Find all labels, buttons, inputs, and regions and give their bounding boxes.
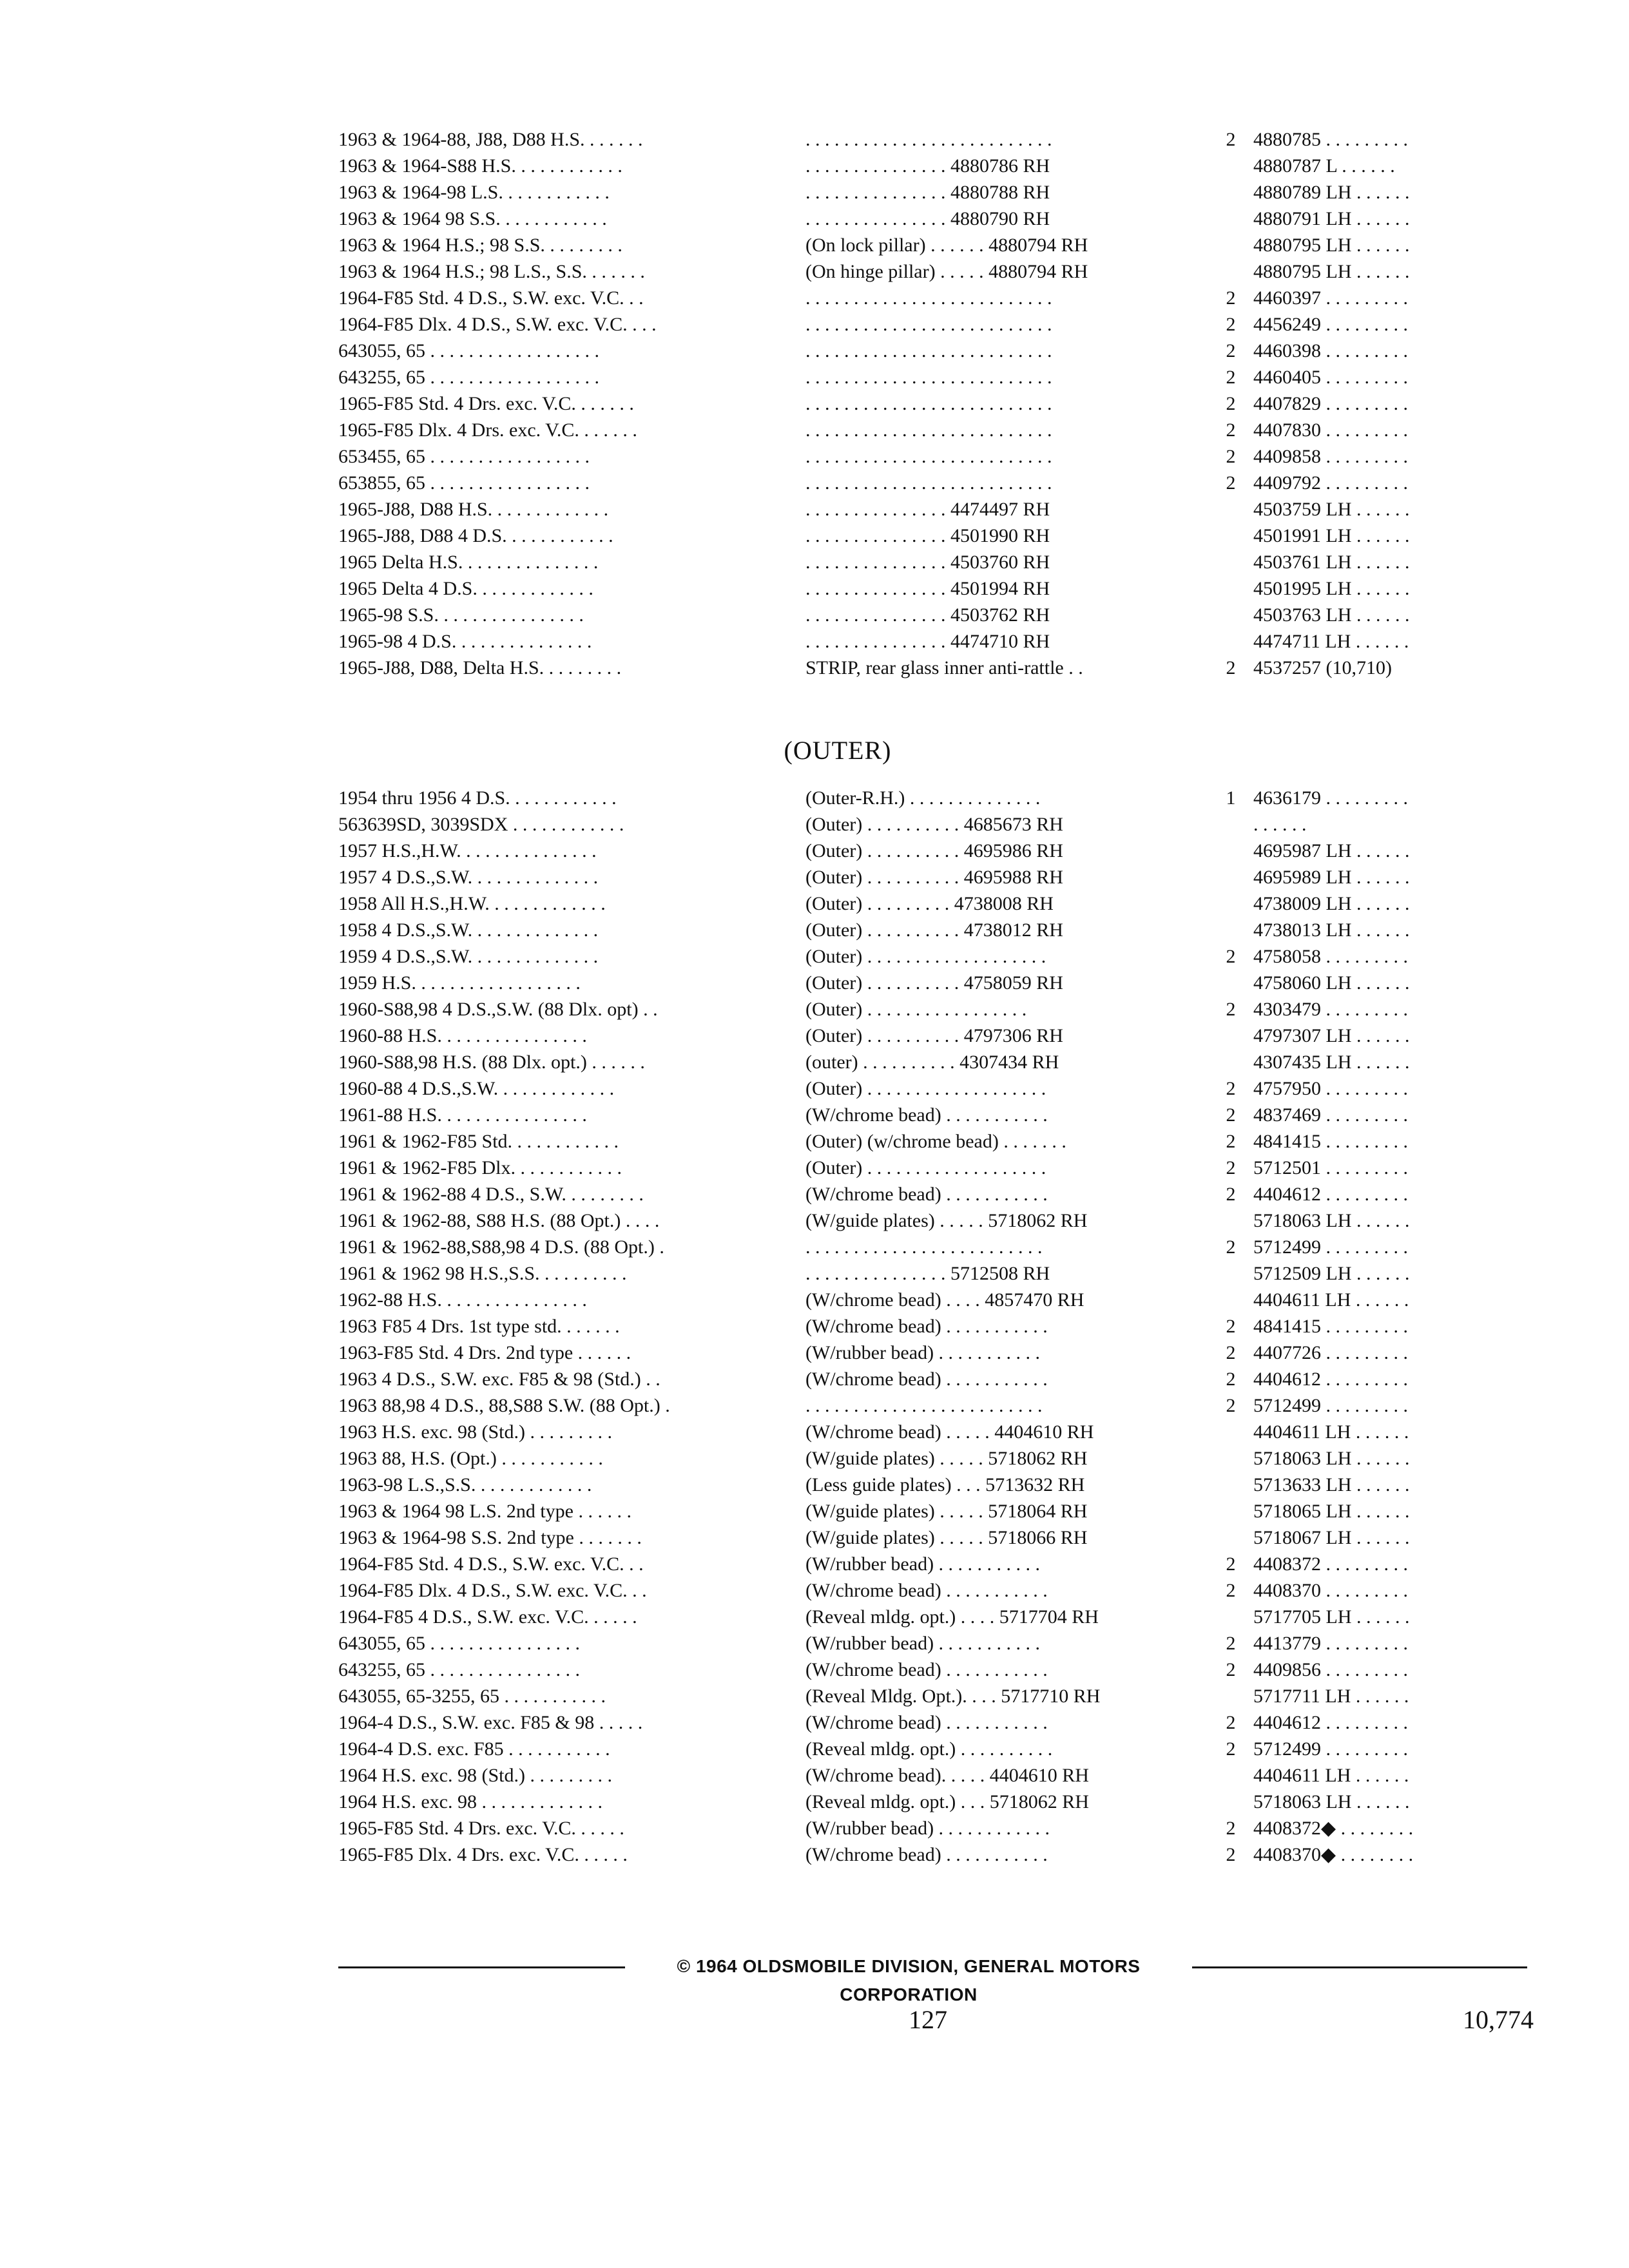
model-cell: 1965-98 4 D.S. . . . . . . . . . . . . . . [338,631,592,652]
description-cell: (outer) . . . . . . . . . . 4307434 RH [805,1052,1059,1073]
description-cell: . . . . . . . . . . . . . . . . . . . . . . . . . . [805,314,1052,335]
description-cell: . . . . . . . . . . . . . . . 4501994 RH [805,578,1050,599]
part-number-cell: 4880795 LH . . . . . . [1253,261,1410,282]
model-cell: 643055, 65 . . . . . . . . . . . . . . . . . . [338,340,599,361]
part-number-cell: 4636179 . . . . . . . . . [1253,787,1408,809]
part-number-cell: 5713633 LH . . . . . . [1253,1474,1410,1495]
parts-row [338,470,1524,496]
part-number-cell: 4404611 LH . . . . . . [1253,1289,1409,1311]
parts-row [338,1524,1524,1551]
description-cell: (Outer) . . . . . . . . . . 4797306 RH [805,1025,1063,1046]
part-number-cell: 5718065 LH . . . . . . [1253,1501,1410,1522]
quantity-cell: 2 [1226,446,1236,467]
quantity-cell: 2 [1226,1818,1236,1839]
part-number-cell: 4407726 . . . . . . . . . [1253,1342,1408,1363]
model-cell: 1961 & 1962-88, S88 H.S. (88 Opt.) . . . . [338,1210,660,1231]
part-number-cell: 4738013 LH . . . . . . [1253,919,1410,941]
quantity-cell: 2 [1226,999,1236,1020]
part-number-cell: 4841415 . . . . . . . . . [1253,1131,1408,1152]
description-cell: (Reveal mldg. opt.) . . . 5718062 RH [805,1791,1089,1812]
parts-row [338,1049,1524,1075]
parts-row [338,443,1524,470]
parts-row [338,838,1524,864]
quantity-cell: 2 [1226,1844,1236,1865]
page-number: 127 [909,2005,947,2034]
model-cell: 1963 F85 4 Drs. 1st type std. . . . . . . [338,1316,620,1337]
part-number-cell: 4407830 . . . . . . . . . [1253,419,1408,441]
part-number-cell: 5712499 . . . . . . . . . [1253,1395,1408,1416]
description-cell: . . . . . . . . . . . . . . . . . . . . . . . . . . [805,340,1052,361]
parts-row [338,1498,1524,1524]
parts-row [338,811,1524,838]
description-cell: (Outer) . . . . . . . . . . 4738012 RH [805,919,1063,941]
outer-parts-list [338,785,1524,1868]
part-number-cell: 4880785 . . . . . . . . . [1253,129,1408,150]
quantity-cell: 2 [1226,1580,1236,1601]
quantity-cell: 2 [1226,1553,1236,1575]
description-cell: (W/rubber bead) . . . . . . . . . . . . [805,1818,1050,1839]
description-cell: STRIP, rear glass inner anti-rattle . . [805,657,1083,678]
model-cell: 1963 & 1964 98 L.S. 2nd type . . . . . . [338,1501,631,1522]
description-cell: . . . . . . . . . . . . . . . . . . . . . . . . . . [805,472,1052,494]
description-cell: (W/guide plates) . . . . . 5718064 RH [805,1501,1088,1522]
parts-row [338,1736,1524,1762]
model-cell: 643055, 65 . . . . . . . . . . . . . . . . [338,1633,580,1654]
description-cell: (W/guide plates) . . . . . 5718062 RH [805,1210,1088,1231]
model-cell: 1964-F85 Std. 4 D.S., S.W. exc. V.C. . . [338,1553,644,1575]
part-number-cell: 5712499 . . . . . . . . . [1253,1738,1408,1760]
parts-row [338,1604,1524,1630]
model-cell: 1961 & 1962 98 H.S.,S.S. . . . . . . . . . [338,1263,627,1284]
parts-row [338,628,1524,655]
parts-row [338,1630,1524,1657]
part-number-cell: 5712509 LH . . . . . . [1253,1263,1410,1284]
description-cell: (Outer) . . . . . . . . . . . . . . . . . . . [805,1157,1046,1178]
parts-row [338,1815,1524,1841]
model-cell: 1963-98 L.S.,S.S. . . . . . . . . . . . . [338,1474,592,1495]
parts-row [338,1366,1524,1392]
model-cell: 1958 4 D.S.,S.W. . . . . . . . . . . . . . [338,919,599,941]
description-cell: . . . . . . . . . . . . . . . 5712508 RH [805,1263,1050,1284]
part-number-cell: 4501991 LH . . . . . . [1253,525,1410,546]
part-number-cell: 4880791 LH . . . . . . [1253,208,1410,229]
description-cell: (W/chrome bead). . . . . 4404610 RH [805,1765,1089,1786]
model-cell: 1958 All H.S.,H.W. . . . . . . . . . . . . [338,893,606,914]
description-cell: . . . . . . . . . . . . . . . 4503760 RH [805,552,1050,573]
model-cell: 653455, 65 . . . . . . . . . . . . . . . . . [338,446,590,467]
description-cell: . . . . . . . . . . . . . . . 4880786 RH [805,155,1050,177]
quantity-cell: 2 [1226,393,1236,414]
part-number-cell: 4413779 . . . . . . . . . [1253,1633,1408,1654]
model-cell: 1963 & 1964 98 S.S. . . . . . . . . . . . [338,208,607,229]
description-cell: . . . . . . . . . . . . . . . . . . . . . . . . . [805,1236,1043,1258]
quantity-cell: 2 [1226,340,1236,361]
parts-row [338,1841,1524,1868]
description-cell: (Outer-R.H.) . . . . . . . . . . . . . . [805,787,1041,809]
model-cell: 653855, 65 . . . . . . . . . . . . . . . . . [338,472,590,494]
model-cell: 1961 & 1962-88 4 D.S., S.W. . . . . . . . . [338,1184,644,1205]
model-cell: 1965-J88, D88 H.S. . . . . . . . . . . . . [338,499,609,520]
description-cell: (Outer) (w/chrome bead) . . . . . . . [805,1131,1066,1152]
parts-row [338,179,1524,206]
description-cell: (Reveal mldg. opt.) . . . . . . . . . . [805,1738,1053,1760]
part-number-cell: 4738009 LH . . . . . . [1253,893,1410,914]
model-cell: 1965-F85 Dlx. 4 Drs. exc. V.C. . . . . . . [338,419,637,441]
parts-row [338,1709,1524,1736]
model-cell: 1965-F85 Std. 4 Drs. exc. V.C. . . . . . [338,1818,624,1839]
outer-section-heading: (OUTER) [784,736,892,765]
parts-row [338,338,1524,364]
model-cell: 1954 thru 1956 4 D.S. . . . . . . . . . . . [338,787,617,809]
part-number-cell: 4503763 LH . . . . . . [1253,604,1410,626]
parts-row [338,890,1524,917]
part-number-cell: 4409858 . . . . . . . . . [1253,446,1408,467]
part-number-cell: 4537257 (10,710) [1253,657,1392,678]
parts-row [338,523,1524,549]
model-cell: 1965-J88, D88 4 D.S. . . . . . . . . . . . [338,525,613,546]
description-cell: (W/chrome bead) . . . . . . . . . . . [805,1712,1048,1733]
model-cell: 1963 88, H.S. (Opt.) . . . . . . . . . . . [338,1448,603,1469]
parts-row [338,1260,1524,1287]
description-cell: . . . . . . . . . . . . . . . . . . . . . . . . . . [805,446,1052,467]
part-number-cell: 4837469 . . . . . . . . . [1253,1104,1408,1126]
part-number-cell: 4880789 LH . . . . . . [1253,182,1410,203]
sheet-number: 10,774 [1463,2005,1534,2034]
description-cell: (On hinge pillar) . . . . . 4880794 RH [805,261,1088,282]
parts-row [338,364,1524,390]
model-cell: 1961-88 H.S. . . . . . . . . . . . . . . . [338,1104,587,1126]
quantity-cell: 2 [1226,1104,1236,1126]
quantity-cell: 2 [1226,1316,1236,1337]
model-cell: 1957 H.S.,H.W. . . . . . . . . . . . . . . [338,840,597,861]
description-cell: (W/rubber bead) . . . . . . . . . . . [805,1553,1041,1575]
parts-row [338,864,1524,890]
model-cell: 1965-F85 Std. 4 Drs. exc. V.C. . . . . . . [338,393,634,414]
quantity-cell: 2 [1226,1131,1236,1152]
parts-row [338,1445,1524,1472]
description-cell: . . . . . . . . . . . . . . . 4880790 RH [805,208,1050,229]
part-number-cell: 5712501 . . . . . . . . . [1253,1157,1408,1178]
part-number-cell: 5717705 LH . . . . . . [1253,1606,1410,1628]
part-number-cell: 4503761 LH . . . . . . [1253,552,1410,573]
model-cell: 1959 H.S. . . . . . . . . . . . . . . . . . [338,972,581,994]
quantity-cell: 2 [1226,1236,1236,1258]
parts-row [338,153,1524,179]
part-number-cell: 4456249 . . . . . . . . . [1253,314,1408,335]
quantity-cell: 2 [1226,419,1236,441]
description-cell: (On lock pillar) . . . . . . 4880794 RH [805,235,1088,256]
part-number-cell: 4474711 LH . . . . . . [1253,631,1409,652]
description-cell: . . . . . . . . . . . . . . . 4503762 RH [805,604,1050,626]
part-number-cell: 5718063 LH . . . . . . [1253,1791,1410,1812]
quantity-cell: 2 [1226,1395,1236,1416]
description-cell: . . . . . . . . . . . . . . . . . . . . . . . . . . [805,393,1052,414]
parts-row [338,602,1524,628]
description-cell: (Outer) . . . . . . . . . . . . . . . . . . . [805,946,1046,967]
quantity-cell: 2 [1226,946,1236,967]
quantity-cell: 2 [1226,1184,1236,1205]
model-cell: 1963 & 1964-98 L.S. . . . . . . . . . . . [338,182,610,203]
parts-row [338,1762,1524,1789]
description-cell: (W/guide plates) . . . . . 5718066 RH [805,1527,1088,1548]
parts-row [338,390,1524,417]
description-cell: (W/rubber bead) . . . . . . . . . . . [805,1342,1041,1363]
model-cell: 1965 Delta H.S. . . . . . . . . . . . . . . [338,552,599,573]
part-number-cell: 4408370◆ . . . . . . . . [1253,1844,1414,1865]
quantity-cell: 2 [1226,1342,1236,1363]
model-cell: 1965-98 S.S. . . . . . . . . . . . . . . . [338,604,584,626]
model-cell: 1960-88 H.S. . . . . . . . . . . . . . . . [338,1025,587,1046]
parts-row [338,1207,1524,1234]
part-number-cell: 4695987 LH . . . . . . [1253,840,1410,861]
model-cell: 1964-F85 Dlx. 4 D.S., S.W. exc. V.C. . . . [338,314,657,335]
quantity-cell: 2 [1226,1633,1236,1654]
parts-row [338,785,1524,811]
parts-row [338,1023,1524,1049]
description-cell: (W/rubber bead) . . . . . . . . . . . [805,1633,1041,1654]
parts-row [338,1683,1524,1709]
model-cell: 1961 & 1962-F85 Dlx. . . . . . . . . . . . [338,1157,622,1178]
model-cell: 1964 H.S. exc. 98 (Std.) . . . . . . . . . [338,1765,612,1786]
description-cell: (W/guide plates) . . . . . 5718062 RH [805,1448,1088,1469]
parts-row [338,1472,1524,1498]
part-number-cell: 4408372 . . . . . . . . . [1253,1553,1408,1575]
parts-row [338,1577,1524,1604]
quantity-cell: 2 [1226,657,1236,678]
parts-row [338,496,1524,523]
quantity-cell: 2 [1226,367,1236,388]
description-cell: (Reveal mldg. opt.) . . . . 5717704 RH [805,1606,1099,1628]
parts-row [338,996,1524,1023]
quantity-cell: 2 [1226,1369,1236,1390]
part-number-cell: 4503759 LH . . . . . . [1253,499,1410,520]
description-cell: (Less guide plates) . . . 5713632 RH [805,1474,1085,1495]
model-cell: 1963 88,98 4 D.S., 88,S88 S.W. (88 Opt.) . [338,1395,670,1416]
description-cell: (Outer) . . . . . . . . . . 4685673 RH [805,814,1063,835]
description-cell: (W/chrome bead) . . . . . . . . . . . [805,1369,1048,1390]
description-cell: . . . . . . . . . . . . . . . 4474710 RH [805,631,1050,652]
part-number-cell: . . . . . . [1253,814,1307,835]
model-cell: 1963 & 1964-S88 H.S. . . . . . . . . . . . [338,155,622,177]
description-cell: (Outer) . . . . . . . . . . 4695988 RH [805,867,1063,888]
model-cell: 1961 & 1962-88,S88,98 4 D.S. (88 Opt.) . [338,1236,664,1258]
parts-row [338,232,1524,258]
description-cell: (W/chrome bead) . . . . 4857470 RH [805,1289,1084,1311]
parts-row [338,1128,1524,1155]
model-cell: 1965 Delta 4 D.S. . . . . . . . . . . . . [338,578,593,599]
quantity-cell: 2 [1226,1659,1236,1680]
part-number-cell: 4757950 . . . . . . . . . [1253,1078,1408,1099]
part-number-cell: 4758058 . . . . . . . . . [1253,946,1408,967]
parts-row [338,655,1524,681]
part-number-cell: 4404611 LH . . . . . . [1253,1421,1409,1443]
model-cell: 1964-F85 Std. 4 D.S., S.W. exc. V.C. . . [338,287,644,309]
model-cell: 1959 4 D.S.,S.W. . . . . . . . . . . . . . [338,946,599,967]
parts-row [338,311,1524,338]
parts-row [338,943,1524,970]
model-cell: 1961 & 1962-F85 Std. . . . . . . . . . . . [338,1131,619,1152]
description-cell: (Outer) . . . . . . . . . . . . . . . . . [805,999,1027,1020]
quantity-cell: 1 [1226,787,1236,809]
parts-row [338,970,1524,996]
description-cell: . . . . . . . . . . . . . . . . . . . . . . . . . . [805,287,1052,309]
parts-row [338,206,1524,232]
parts-row [338,258,1524,285]
quantity-cell: 2 [1226,1738,1236,1760]
model-cell: 1963 & 1964 H.S.; 98 L.S., S.S. . . . . . . [338,261,645,282]
model-cell: 1963 & 1964-88, J88, D88 H.S. . . . . . . [338,129,643,150]
parts-row [338,285,1524,311]
part-number-cell: 4404611 LH . . . . . . [1253,1765,1409,1786]
model-cell: 1957 4 D.S.,S.W. . . . . . . . . . . . . . [338,867,599,888]
part-number-cell: 4307435 LH . . . . . . [1253,1052,1410,1073]
description-cell: (W/chrome bead) . . . . . 4404610 RH [805,1421,1094,1443]
description-cell: (W/chrome bead) . . . . . . . . . . . [805,1659,1048,1680]
part-number-cell: 4404612 . . . . . . . . . [1253,1369,1408,1390]
parts-row [338,1340,1524,1366]
parts-row [338,917,1524,943]
part-number-cell: 4409792 . . . . . . . . . [1253,472,1408,494]
model-cell: 1962-88 H.S. . . . . . . . . . . . . . . . [338,1289,587,1311]
model-cell: 1963 H.S. exc. 98 (Std.) . . . . . . . . . [338,1421,612,1443]
description-cell: (Reveal Mldg. Opt.). . . . 5717710 RH [805,1686,1101,1707]
inner-parts-list [338,126,1524,681]
model-cell: 1964-4 D.S. exc. F85 . . . . . . . . . . . [338,1738,610,1760]
parts-row [338,549,1524,575]
description-cell: . . . . . . . . . . . . . . . 4474497 RH [805,499,1050,520]
quantity-cell: 2 [1226,287,1236,309]
parts-row [338,1551,1524,1577]
model-cell: 563639SD, 3039SDX . . . . . . . . . . . . [338,814,624,835]
description-cell: (Outer) . . . . . . . . . . 4758059 RH [805,972,1063,994]
parts-row [338,1419,1524,1445]
parts-row [338,1075,1524,1102]
description-cell: . . . . . . . . . . . . . . . . . . . . . . . . . . [805,367,1052,388]
part-number-cell: 4404612 . . . . . . . . . [1253,1712,1408,1733]
parts-row [338,1155,1524,1181]
quantity-cell: 2 [1226,472,1236,494]
description-cell: (W/chrome bead) . . . . . . . . . . . [805,1316,1048,1337]
description-cell: . . . . . . . . . . . . . . . . . . . . . . . . . . [805,129,1052,150]
parts-row [338,1789,1524,1815]
part-number-cell: 4407829 . . . . . . . . . [1253,393,1408,414]
description-cell: . . . . . . . . . . . . . . . 4501990 RH [805,525,1050,546]
parts-row [338,1313,1524,1340]
part-number-cell: 4303479 . . . . . . . . . [1253,999,1408,1020]
description-cell: (Outer) . . . . . . . . . . . . . . . . . . . [805,1078,1046,1099]
model-cell: 1960-88 4 D.S.,S.W. . . . . . . . . . . . . [338,1078,615,1099]
description-cell: (W/chrome bead) . . . . . . . . . . . [805,1844,1048,1865]
part-number-cell: 5712499 . . . . . . . . . [1253,1236,1408,1258]
footer-rule-left [338,1966,635,1968]
part-number-cell: 4408372◆ . . . . . . . . [1253,1818,1414,1839]
description-cell: (W/chrome bead) . . . . . . . . . . . [805,1580,1048,1601]
description-cell: . . . . . . . . . . . . . . . . . . . . . . . . . [805,1395,1043,1416]
part-number-cell: 5718063 LH . . . . . . [1253,1448,1410,1469]
model-cell: 1964-F85 4 D.S., S.W. exc. V.C. . . . . . [338,1606,637,1628]
model-cell: 1965-J88, D88, Delta H.S. . . . . . . . . [338,657,622,678]
part-number-cell: 4409856 . . . . . . . . . [1253,1659,1408,1680]
model-cell: 1960-S88,98 H.S. (88 Dlx. opt.) . . . . . . [338,1052,645,1073]
footer-rule-right [1179,1966,1527,1968]
model-cell: 1964-4 D.S., S.W. exc. F85 & 98 . . . . . [338,1712,643,1733]
model-cell: 643255, 65 . . . . . . . . . . . . . . . . [338,1659,580,1680]
part-number-cell: 4880795 LH . . . . . . [1253,235,1410,256]
parts-row [338,1657,1524,1683]
model-cell: 1964-F85 Dlx. 4 D.S., S.W. exc. V.C. . . [338,1580,647,1601]
parts-row [338,1234,1524,1260]
copyright-notice: © 1964 OLDSMOBILE DIVISION, GENERAL MOTORS CORPORATION [625,1952,1192,2009]
quantity-cell: 2 [1226,1078,1236,1099]
quantity-cell: 2 [1226,129,1236,150]
part-number-cell: 5717711 LH . . . . . . [1253,1686,1409,1707]
parts-row [338,1102,1524,1128]
model-cell: 1964 H.S. exc. 98 . . . . . . . . . . . . . [338,1791,602,1812]
description-cell: (Outer) . . . . . . . . . 4738008 RH [805,893,1054,914]
parts-row [338,126,1524,153]
parts-row [338,417,1524,443]
part-number-cell: 4460397 . . . . . . . . . [1253,287,1408,309]
part-number-cell: 4695989 LH . . . . . . [1253,867,1410,888]
model-cell: 1963 & 1964 H.S.; 98 S.S. . . . . . . . . [338,235,622,256]
part-number-cell: 4404612 . . . . . . . . . [1253,1184,1408,1205]
part-number-cell: 4880787 L . . . . . . [1253,155,1395,177]
quantity-cell: 2 [1226,1712,1236,1733]
model-cell: 643055, 65-3255, 65 . . . . . . . . . . . [338,1686,606,1707]
parts-row [338,1181,1524,1207]
quantity-cell: 2 [1226,314,1236,335]
part-number-cell: 5718063 LH . . . . . . [1253,1210,1410,1231]
description-cell: (W/chrome bead) . . . . . . . . . . . [805,1104,1048,1126]
part-number-cell: 4797307 LH . . . . . . [1253,1025,1410,1046]
description-cell: (Outer) . . . . . . . . . . 4695986 RH [805,840,1063,861]
part-number-cell: 4460405 . . . . . . . . . [1253,367,1408,388]
model-cell: 1963-F85 Std. 4 Drs. 2nd type . . . . . . [338,1342,631,1363]
part-number-cell: 4460398 . . . . . . . . . [1253,340,1408,361]
description-cell: . . . . . . . . . . . . . . . . . . . . . . . . . . [805,419,1052,441]
model-cell: 1960-S88,98 4 D.S.,S.W. (88 Dlx. opt) . . [338,999,658,1020]
model-cell: 1963 4 D.S., S.W. exc. F85 & 98 (Std.) . . [338,1369,660,1390]
part-number-cell: 4758060 LH . . . . . . [1253,972,1410,994]
parts-row [338,575,1524,602]
model-cell: 1963 & 1964-98 S.S. 2nd type . . . . . . . [338,1527,642,1548]
parts-row [338,1287,1524,1313]
model-cell: 1965-F85 Dlx. 4 Drs. exc. V.C. . . . . . [338,1844,628,1865]
quantity-cell: 2 [1226,1157,1236,1178]
description-cell: (W/chrome bead) . . . . . . . . . . . [805,1184,1048,1205]
part-number-cell: 5718067 LH . . . . . . [1253,1527,1410,1548]
part-number-cell: 4408370 . . . . . . . . . [1253,1580,1408,1601]
part-number-cell: 4841415 . . . . . . . . . [1253,1316,1408,1337]
part-number-cell: 4501995 LH . . . . . . [1253,578,1410,599]
description-cell: . . . . . . . . . . . . . . . 4880788 RH [805,182,1050,203]
model-cell: 643255, 65 . . . . . . . . . . . . . . . . . . [338,367,599,388]
parts-row [338,1392,1524,1419]
